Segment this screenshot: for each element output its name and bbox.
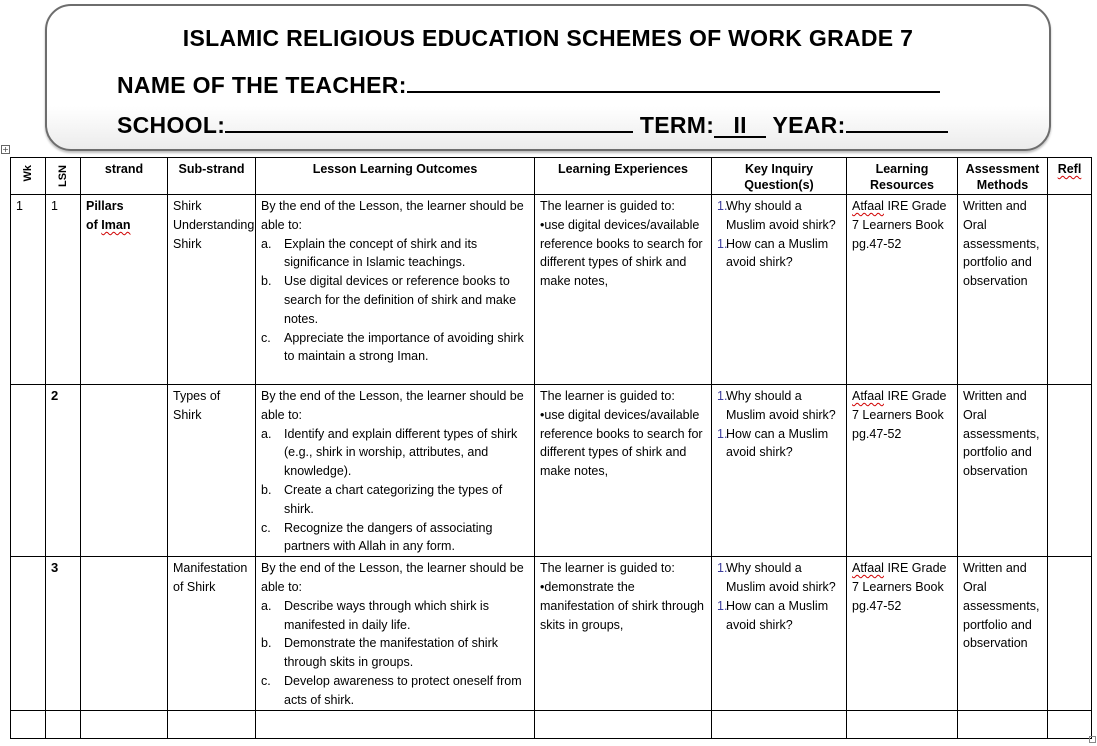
teacher-name-line bbox=[117, 72, 940, 99]
outcome-item: a. Describe ways through which shirk is manifested in daily life. bbox=[261, 598, 489, 632]
resources-cell[interactable]: Atfaal IRE Grade 7 Learners Book pg.47-52 bbox=[847, 385, 958, 557]
sub-strand-cell[interactable]: Manifestation of Shirk bbox=[168, 557, 256, 710]
col-header-inquiry: Key Inquiry Question(s) bbox=[712, 158, 847, 195]
table-header-row bbox=[11, 158, 1092, 195]
school-term-year-line bbox=[117, 112, 948, 139]
wk-cell[interactable] bbox=[11, 385, 46, 557]
lsn-cell[interactable]: 2 bbox=[46, 385, 81, 557]
outcome-item: a. Explain the concept of shirk and its significance in Islamic teachings. bbox=[261, 236, 478, 270]
header-panel bbox=[45, 4, 1051, 151]
reflection-cell[interactable] bbox=[1048, 195, 1092, 385]
outcome-item: b. Create a chart categorizing the types of shirk. bbox=[261, 482, 503, 516]
strand-cell[interactable]: Pillars of Iman bbox=[81, 195, 168, 385]
outcome-item: b. Demonstrate the manifestation of shirk through skits in groups. bbox=[261, 636, 498, 670]
inquiry-cell[interactable] bbox=[712, 385, 847, 557]
outcome-item: b. Use digital devices or reference books to search for the definition of shirk and make notes. bbox=[261, 274, 517, 326]
empty-cell[interactable] bbox=[81, 710, 168, 738]
school-label: SCHOOL: bbox=[117, 112, 226, 138]
col-header-sub-strand: Sub-strand bbox=[168, 158, 256, 195]
outcomes-cell[interactable]: By the end of the Lesson, the learner should be able to: a. Explain the concept of shirk and its significance in Islamic teachings. b. Use digital devices or reference books to search for the definition of shirk and make notes. c. Appreciate the importance of avoiding shirk to maintain a strong Iman. bbox=[256, 195, 535, 385]
col-header-resources: Learning Resources bbox=[847, 158, 958, 195]
col-header-experiences: Learning Experiences bbox=[535, 158, 712, 195]
resources-cell[interactable]: Atfaal IRE Grade 7 Learners Book pg.47-52 bbox=[847, 557, 958, 710]
empty-cell[interactable] bbox=[11, 710, 46, 738]
wk-cell[interactable]: 1 bbox=[11, 195, 46, 385]
term-value[interactable]: II bbox=[714, 115, 766, 138]
inquiry-cell[interactable] bbox=[712, 557, 847, 710]
col-header-strand: strand bbox=[81, 158, 168, 195]
year-label: YEAR: bbox=[772, 112, 846, 138]
empty-cell[interactable] bbox=[168, 710, 256, 738]
inquiry-item: 1. Why should a Muslim avoid shirk? bbox=[717, 389, 836, 422]
inquiry-item: 1. Why should a Muslim avoid shirk? bbox=[717, 561, 836, 594]
assessment-cell[interactable]: Written and Oral assessments, portfolio and observation bbox=[958, 195, 1048, 385]
empty-table-row bbox=[11, 710, 1092, 738]
table-resize-handle-icon[interactable] bbox=[1089, 736, 1096, 743]
outcome-item: c. Appreciate the importance of avoiding shirk to maintain a strong Iman. bbox=[261, 330, 524, 364]
assessment-cell[interactable]: Written and Oral assessments, portfolio and observation bbox=[958, 385, 1048, 557]
inquiry-item: 1. Why should a Muslim avoid shirk? bbox=[717, 199, 836, 232]
strand-cell[interactable] bbox=[81, 385, 168, 557]
inquiry-cell[interactable] bbox=[712, 195, 847, 385]
empty-cell[interactable] bbox=[256, 710, 535, 738]
teacher-name-label: NAME OF THE TEACHER: bbox=[117, 72, 407, 98]
empty-cell[interactable] bbox=[958, 710, 1048, 738]
strand-cell[interactable] bbox=[81, 557, 168, 710]
empty-cell[interactable] bbox=[535, 710, 712, 738]
col-header-reflection: Refl bbox=[1048, 158, 1092, 195]
table-row bbox=[11, 385, 1092, 557]
school-blank[interactable] bbox=[225, 112, 633, 133]
empty-cell[interactable] bbox=[847, 710, 958, 738]
outcome-item: c. Recognize the dangers of associating partners with Allah in any form. bbox=[261, 520, 493, 554]
teacher-name-blank[interactable] bbox=[407, 72, 940, 93]
sub-strand-cell[interactable]: Types of Shirk bbox=[168, 385, 256, 557]
empty-cell[interactable] bbox=[1048, 710, 1092, 738]
reflection-cell[interactable] bbox=[1048, 557, 1092, 710]
inquiry-item: 1. How can a Muslim avoid shirk? bbox=[717, 598, 829, 632]
outcome-item: c. Develop awareness to protect oneself from acts of shirk. bbox=[261, 673, 522, 707]
year-blank[interactable] bbox=[846, 112, 948, 133]
lsn-cell[interactable]: 1 bbox=[46, 195, 81, 385]
empty-cell[interactable] bbox=[46, 710, 81, 738]
col-header-assessment: Assessment Methods bbox=[958, 158, 1048, 195]
outcomes-cell[interactable]: By the end of the Lesson, the learner should be able to: a. Identify and explain different types of shirk (e.g., shirk in worship, attributes, and knowledge). b. Create a chart categorizing the types of shirk. c. Recognize the dangers of associating partners with Allah in any form. bbox=[256, 385, 535, 557]
table-move-handle-icon[interactable]: + bbox=[2, 145, 9, 154]
empty-cell[interactable] bbox=[712, 710, 847, 738]
inquiry-item: 1. How can a Muslim avoid shirk? bbox=[717, 236, 829, 270]
outcome-item: a. Identify and explain different types of shirk (e.g., shirk in worship, attributes, and knowledge). bbox=[261, 426, 518, 479]
experiences-cell[interactable]: The learner is guided to: • use digital devices/available reference books to search for different types of shirk and make notes, bbox=[535, 385, 712, 557]
sub-strand-cell[interactable]: Shirk Understanding Shirk bbox=[168, 195, 256, 385]
document-title: ISLAMIC RELIGIOUS EDUCATION SCHEMES OF WORK GRADE 7 bbox=[182, 25, 914, 51]
experiences-cell[interactable]: The learner is guided to: • use digital devices/available reference books to search for different types of shirk and make notes, bbox=[535, 195, 712, 385]
col-header-wk: Wk bbox=[11, 158, 46, 195]
resources-cell[interactable]: Atfaal IRE Grade 7 Learners Book pg.47-52 bbox=[847, 195, 958, 385]
schemes-of-work-table bbox=[10, 157, 1092, 739]
wk-cell[interactable] bbox=[11, 557, 46, 710]
assessment-cell[interactable]: Written and Oral assessments, portfolio and observation bbox=[958, 557, 1048, 710]
inquiry-item: 1. How can a Muslim avoid shirk? bbox=[717, 426, 829, 460]
table-row bbox=[11, 195, 1092, 385]
outcomes-cell[interactable]: By the end of the Lesson, the learner should be able to: a. Describe ways through which shirk is manifested in daily life. b. Demonstrate the manifestation of shirk through skits in groups. c. Develop awareness to protect oneself from acts of shirk. bbox=[256, 557, 535, 710]
col-header-lsn: LSN bbox=[46, 158, 81, 195]
lsn-cell[interactable]: 3 bbox=[46, 557, 81, 710]
term-label: TERM: bbox=[639, 112, 715, 138]
table-row bbox=[11, 557, 1092, 710]
experiences-cell[interactable]: The learner is guided to: • demonstrate the manifestation of shirk through skits in groups, bbox=[535, 557, 712, 710]
col-header-outcomes: Lesson Learning Outcomes bbox=[256, 158, 535, 195]
reflection-cell[interactable] bbox=[1048, 385, 1092, 557]
